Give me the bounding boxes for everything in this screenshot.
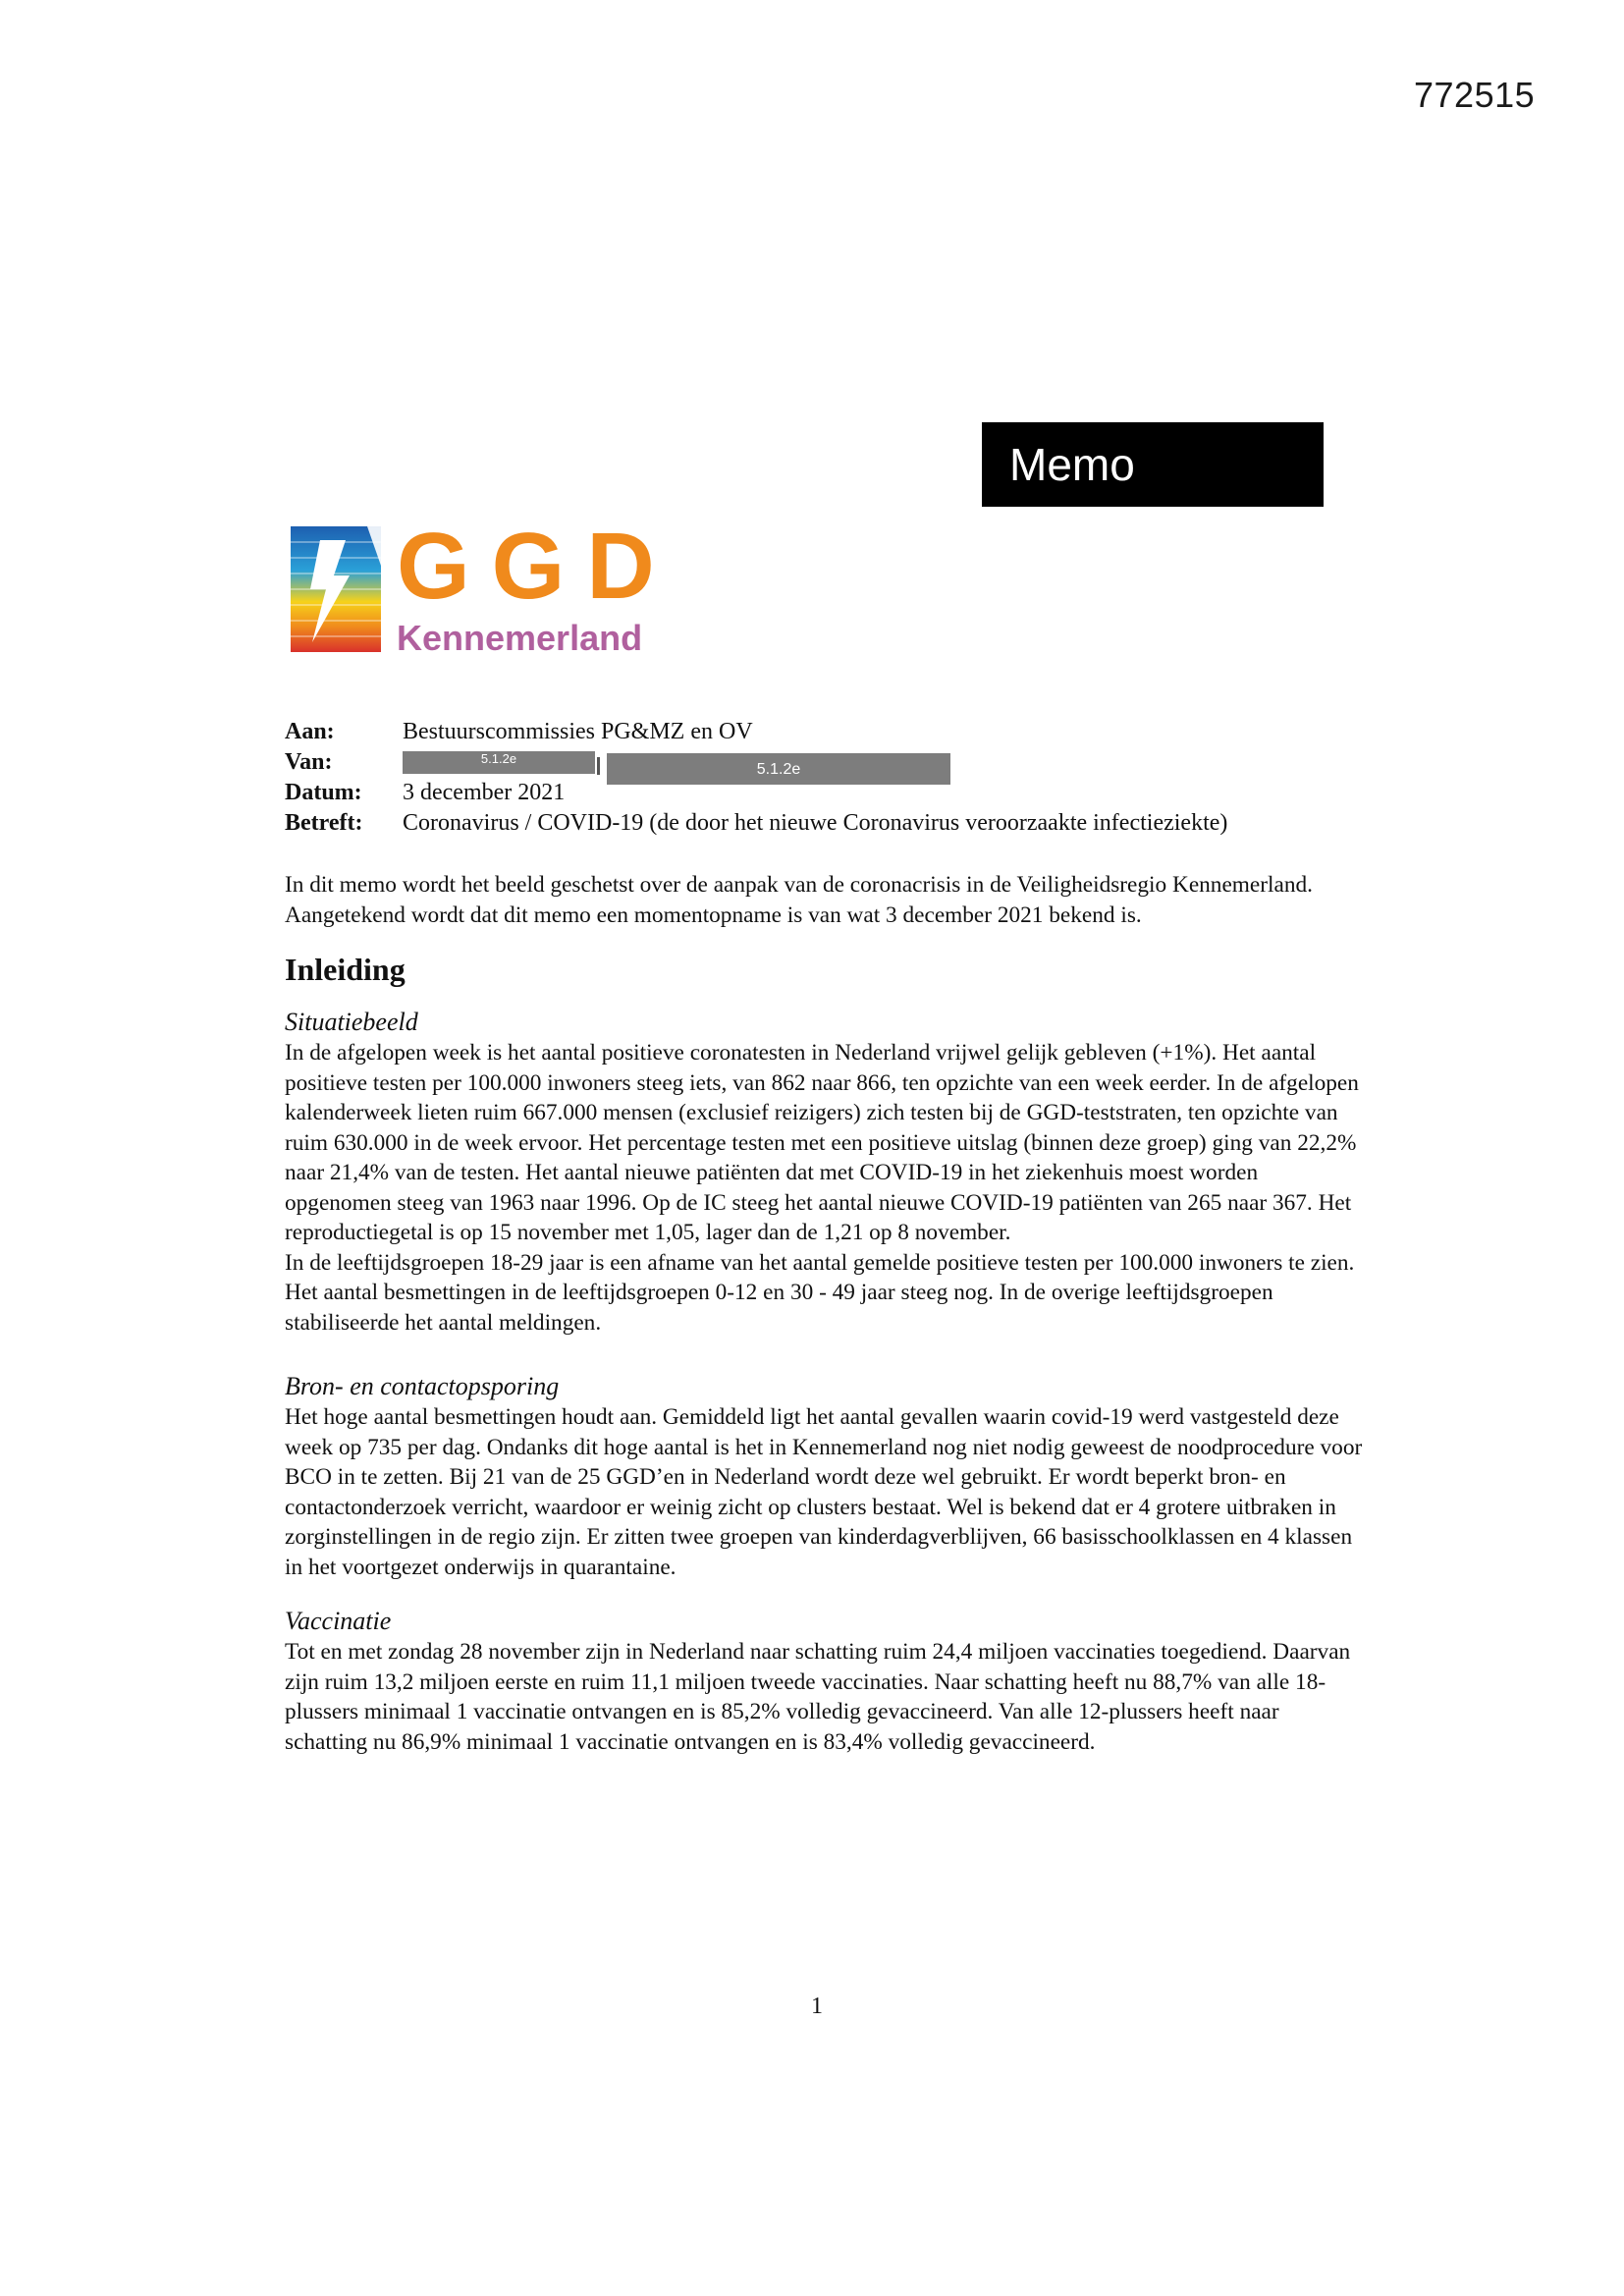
header-value: 3 december 2021 xyxy=(403,780,566,805)
redaction-box: 5.1.2e xyxy=(607,753,950,785)
spacer xyxy=(285,1582,1367,1606)
memo-label: Memo xyxy=(982,422,1324,507)
spacer xyxy=(285,1338,1367,1371)
subsection-title: Vaccinatie xyxy=(285,1607,392,1635)
redaction-separator xyxy=(597,757,600,775)
paragraph: Het hoge aantal besmettingen houdt aan. Gemiddeld ligt het aantal gevallen waarin covid-19 werd vastgesteld deze week op 735 per dag. Ondanks dit hoge aantal is het in Kennemerland nog niet nodig geweest de noodprocedure voor BCO in te zetten. Bij 21 van de 25 GGD’en in Nederland wordt deze wel gebruikt. Er wordt beperkt bron- en contactonderzoek verricht, waardoor er weinig zicht op clusters bestaat. Wel is bekend dat er 4 grotere uitbraken in zorginstellingen in de regio zijn. Er zitten twee groepen van kinderdagverblijven, 66 basisschoolklassen en 4 klassen in het voortgezet onderwijs in quarantaine. xyxy=(285,1404,1363,1580)
paragraph: In de leeftijdsgroepen 18-29 jaar is een afname van het aantal gemelde positieve testen per 100.000 inwoners te zien. Het aantal besmettingen in de leeftijdsgroepen 0-12 en 30 - 49 jaar steeg nog. In de overige leeftijdsgroepen stabiliseerde het aantal meldingen. xyxy=(285,1249,1355,1336)
ggd-logo-mark-icon xyxy=(291,526,381,652)
logo-subtitle: Kennemerland xyxy=(397,618,643,658)
intro-paragraph: In dit memo wordt het beeld geschetst over de aanpak van de coronacrisis in de Veiligheidsregio Kennemerland. Aangetekend wordt dat dit memo een momentopname is van wat 3 december 2021 bekend is. xyxy=(285,872,1313,928)
logo-text: GGD xyxy=(397,514,677,619)
paragraph: Tot en met zondag 28 november zijn in Nederland naar schatting ruim 24,4 miljoen vaccinaties toegediend. Daarvan zijn ruim 13,2 miljoen eerste en ruim 11,1 miljoen tweede vaccinaties. Naar schatting heeft nu 88,7% van alle 18-plussers minimaal 1 vaccinatie ontvangen en is 85,2% volledig gevaccineerd. Van alle 12-plussers heeft naar schatting nu 86,9% minimaal 1 vaccinatie ontvangen en is 83,4% volledig gevaccineerd. xyxy=(285,1639,1351,1755)
header-value: Coronavirus / COVID-19 (de door het nieuwe Coronavirus veroorzaakte infectieziekte) xyxy=(403,810,1228,836)
subsection-title: Situatiebeeld xyxy=(285,1008,418,1036)
header-label: Van: xyxy=(285,749,333,775)
page-number: 1 xyxy=(811,1994,823,2019)
redaction-box: 5.1.2e xyxy=(403,751,595,774)
header-label: Betreft: xyxy=(285,810,363,836)
memo-body xyxy=(285,870,1367,1757)
header-label: Aan: xyxy=(285,719,335,744)
paragraph: In de afgelopen week is het aantal positieve coronatesten in Nederland vrijwel gelijk gebleven (+1%). Het aantal positieve testen per 100.000 inwoners steeg iets, van 862 naar 866, ten opzichte van een week eerder. In de afgelopen kalenderweek lieten ruim 667.000 mensen (exclusief reizigers) zich testen bij de GGD-teststraten, ten opzichte van ruim 630.000 in de week ervoor. Het percentage testen met een positieve uitslag (binnen deze groep) ging van 22,2% naar 21,4% van de testen. Het aantal nieuwe patiënten dat met COVID-19 in het ziekenhuis moest worden opgenomen steeg van 1963 naar 1996. Op de IC steeg het aantal nieuwe COVID-19 patiënten van 265 naar 367. Het reproductiegetal is op 15 november met 1,05, lager dan de 1,21 op 8 november. xyxy=(285,1040,1359,1245)
section-heading: Inleiding xyxy=(285,952,406,987)
document-id: 772515 xyxy=(1414,75,1536,115)
ggd-logo xyxy=(291,514,683,660)
subsection-title: Bron- en contactopsporing xyxy=(285,1372,560,1400)
header-label: Datum: xyxy=(285,780,362,805)
header-value: Bestuurscommissies PG&MZ en OV xyxy=(403,719,753,744)
